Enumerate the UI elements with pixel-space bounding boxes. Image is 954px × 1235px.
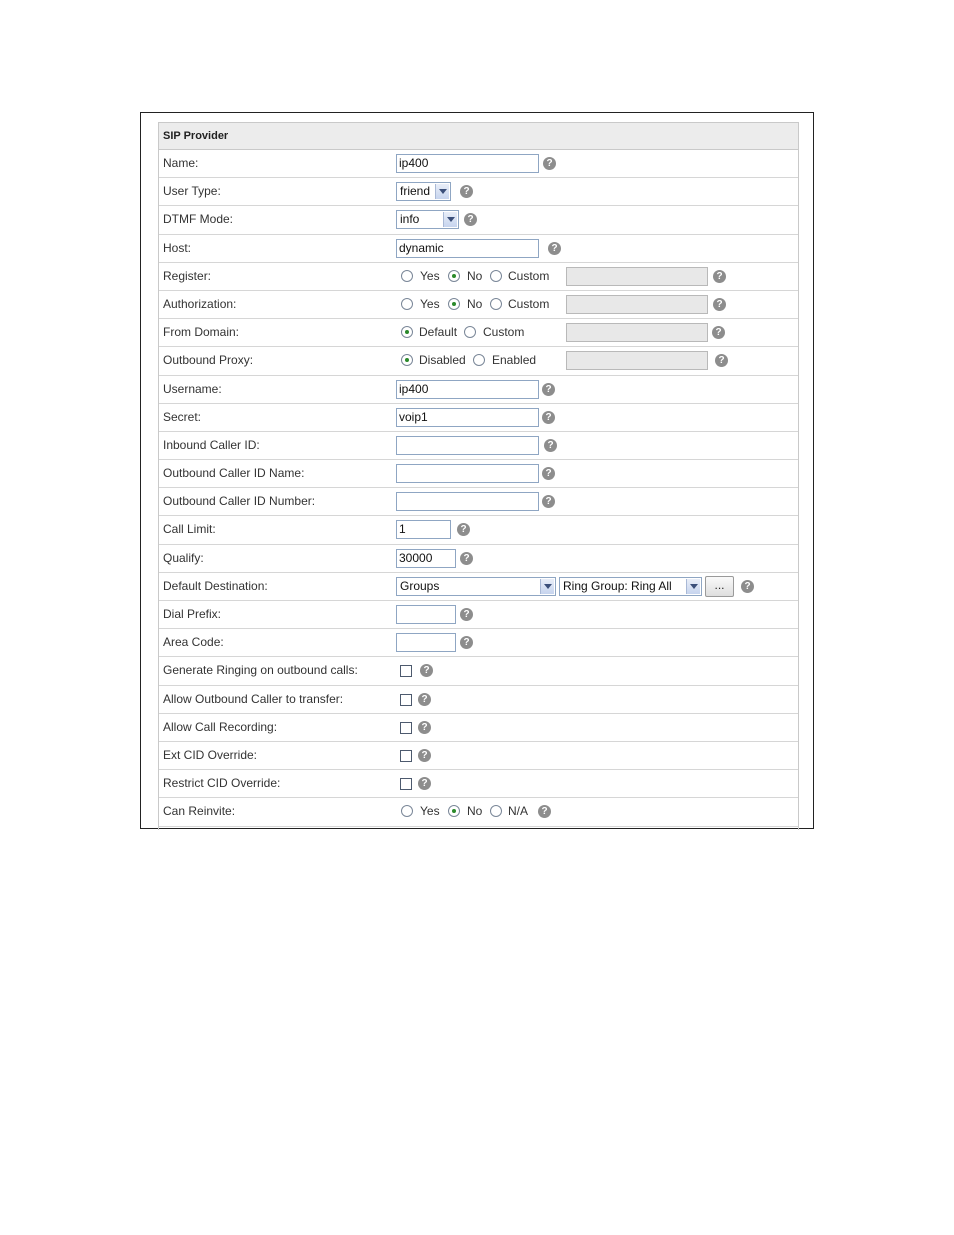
from-domain-label: From Domain:	[163, 325, 240, 340]
row-secret	[159, 404, 798, 432]
inbound-caller-id-input[interactable]	[396, 436, 539, 455]
help-icon[interactable]: ?	[713, 298, 726, 311]
call-limit-label: Call Limit:	[163, 522, 216, 537]
generate-ringing-label: Generate Ringing on outbound calls:	[163, 663, 358, 678]
help-icon[interactable]: ?	[542, 383, 555, 396]
allow-transfer-checkbox[interactable]	[400, 694, 412, 706]
chevron-down-icon	[686, 579, 700, 594]
generate-ringing-checkbox[interactable]	[400, 665, 412, 677]
help-icon[interactable]: ?	[713, 270, 726, 283]
can-reinvite-yes-label: Yes	[420, 804, 440, 819]
chevron-down-icon	[443, 212, 457, 227]
from-domain-default-label: Default	[419, 325, 458, 340]
panel-title: SIP Provider	[159, 123, 798, 150]
authorization-label: Authorization:	[163, 296, 237, 311]
dtmf-mode-label: DTMF Mode:	[163, 212, 234, 227]
can-reinvite-na-radio[interactable]	[490, 805, 502, 817]
qualify-input[interactable]: 30000	[396, 549, 456, 568]
row-register	[159, 263, 798, 291]
destination-target-select[interactable]: Ring Group: Ring All	[559, 577, 702, 596]
row-qualify	[159, 545, 798, 573]
chevron-down-icon	[540, 579, 554, 594]
register-yes-radio[interactable]	[401, 270, 413, 282]
destination-type-select[interactable]: Groups	[396, 577, 556, 596]
can-reinvite-label: Can Reinvite:	[163, 804, 236, 819]
outbound-proxy-label: Outbound Proxy:	[163, 353, 254, 368]
ext-cid-override-checkbox[interactable]	[400, 750, 412, 762]
can-reinvite-yes-radio[interactable]	[401, 805, 413, 817]
help-icon[interactable]: ?	[460, 552, 473, 565]
browse-destination-button[interactable]: ...	[705, 576, 734, 597]
name-input[interactable]: ip400	[396, 154, 539, 173]
row-from-domain	[159, 319, 798, 347]
call-limit-input[interactable]: 1	[396, 520, 451, 539]
can-reinvite-na-label: N/A	[508, 804, 529, 819]
row-inbound-caller-id	[159, 432, 798, 460]
help-icon[interactable]: ?	[712, 326, 725, 339]
help-icon[interactable]: ?	[418, 693, 431, 706]
outbound-proxy-enabled-label: Enabled	[492, 353, 537, 368]
sip-provider-panel	[158, 122, 799, 830]
restrict-cid-override-label: Restrict CID Override:	[163, 776, 281, 791]
dtmf-mode-select[interactable]: info	[396, 210, 459, 229]
from-domain-custom-input[interactable]	[566, 323, 708, 342]
row-outbound-caller-id-name	[159, 460, 798, 488]
outbound-proxy-input[interactable]	[566, 351, 708, 370]
row-ext-cid-override	[159, 742, 798, 770]
help-icon[interactable]: ?	[543, 157, 556, 170]
dial-prefix-label: Dial Prefix:	[163, 607, 222, 621]
dial-prefix-input[interactable]	[396, 605, 456, 624]
secret-label: Secret:	[163, 409, 202, 424]
register-custom-radio[interactable]	[490, 270, 502, 282]
authorization-no-radio[interactable]	[448, 298, 460, 310]
register-no-label: No	[467, 268, 483, 283]
row-can-reinvite	[159, 798, 798, 826]
row-username	[159, 376, 798, 404]
from-domain-custom-radio[interactable]	[464, 326, 476, 338]
register-label: Register:	[163, 268, 212, 283]
outbound-proxy-enabled-radio[interactable]	[473, 354, 485, 366]
row-dtmf-mode	[159, 206, 798, 234]
username-input[interactable]: ip400	[396, 380, 539, 399]
restrict-cid-override-checkbox[interactable]	[400, 778, 412, 790]
row-name	[159, 150, 798, 178]
allow-recording-label: Allow Call Recording:	[163, 719, 278, 734]
row-allow-recording	[159, 714, 798, 742]
help-icon[interactable]: ?	[542, 411, 555, 424]
row-default-destination	[159, 573, 798, 601]
inbound-caller-id-label: Inbound Caller ID:	[163, 437, 260, 452]
register-yes-label: Yes	[420, 268, 440, 283]
allow-transfer-label: Allow Outbound Caller to transfer:	[163, 691, 344, 706]
username-label: Username:	[163, 381, 222, 396]
help-icon[interactable]: ?	[418, 721, 431, 734]
can-reinvite-no-radio[interactable]	[448, 805, 460, 817]
qualify-label: Qualify:	[163, 550, 204, 565]
authorization-custom-input[interactable]	[566, 295, 708, 314]
row-generate-ringing	[159, 657, 798, 685]
help-icon[interactable]: ?	[715, 354, 728, 367]
help-icon[interactable]: ?	[548, 242, 561, 255]
authorization-yes-label: Yes	[420, 296, 440, 311]
outbound-caller-id-number-label: Outbound Caller ID Number:	[163, 494, 316, 509]
outbound-proxy-disabled-radio[interactable]	[401, 354, 413, 366]
user-type-select[interactable]: friend	[396, 182, 451, 201]
row-outbound-caller-id-number	[159, 488, 798, 516]
help-icon[interactable]: ?	[418, 749, 431, 762]
help-icon[interactable]: ?	[544, 439, 557, 452]
register-no-radio[interactable]	[448, 270, 460, 282]
outbound-proxy-disabled-label: Disabled	[419, 353, 466, 368]
help-icon[interactable]: ?	[542, 495, 555, 508]
row-call-limit	[159, 516, 798, 544]
help-icon[interactable]: ?	[538, 805, 551, 818]
authorization-no-label: No	[467, 296, 483, 311]
row-dial-prefix	[159, 601, 798, 629]
from-domain-default-radio[interactable]	[401, 326, 413, 338]
register-custom-label: Custom	[508, 268, 550, 283]
area-code-input[interactable]	[396, 633, 456, 652]
outbound-caller-id-number-input[interactable]	[396, 492, 539, 511]
help-icon[interactable]: ?	[460, 636, 473, 649]
chevron-down-icon	[435, 184, 449, 199]
help-icon[interactable]: ?	[464, 213, 477, 226]
authorization-custom-label: Custom	[508, 296, 550, 311]
row-area-code	[159, 629, 798, 657]
row-authorization	[159, 291, 798, 319]
host-label: Host:	[163, 240, 192, 255]
register-custom-input[interactable]	[566, 267, 708, 286]
area-code-label: Area Code:	[163, 635, 224, 650]
screenshot-frame	[140, 112, 814, 829]
row-user-type	[159, 178, 798, 206]
row-host	[159, 235, 798, 263]
outbound-caller-id-name-input[interactable]	[396, 464, 539, 483]
authorization-yes-radio[interactable]	[401, 298, 413, 310]
outbound-caller-id-name-label: Outbound Caller ID Name:	[163, 466, 305, 481]
row-outbound-proxy	[159, 347, 798, 375]
row-restrict-cid-override	[159, 770, 798, 798]
help-icon[interactable]: ?	[741, 580, 754, 593]
host-input[interactable]: dynamic	[396, 239, 539, 258]
help-icon[interactable]: ?	[460, 185, 473, 198]
row-allow-transfer	[159, 686, 798, 714]
help-icon[interactable]: ?	[418, 777, 431, 790]
name-label: Name:	[163, 156, 199, 170]
ext-cid-override-label: Ext CID Override:	[163, 747, 258, 762]
help-icon[interactable]: ?	[457, 523, 470, 536]
user-type-label: User Type:	[163, 184, 221, 199]
secret-input[interactable]: voip1	[396, 408, 539, 427]
allow-recording-checkbox[interactable]	[400, 722, 412, 734]
from-domain-custom-label: Custom	[483, 325, 525, 340]
can-reinvite-no-label: No	[467, 804, 483, 819]
default-destination-label: Default Destination:	[163, 578, 268, 593]
help-icon[interactable]: ?	[460, 608, 473, 621]
help-icon[interactable]: ?	[420, 664, 433, 677]
authorization-custom-radio[interactable]	[490, 298, 502, 310]
help-icon[interactable]: ?	[542, 467, 555, 480]
